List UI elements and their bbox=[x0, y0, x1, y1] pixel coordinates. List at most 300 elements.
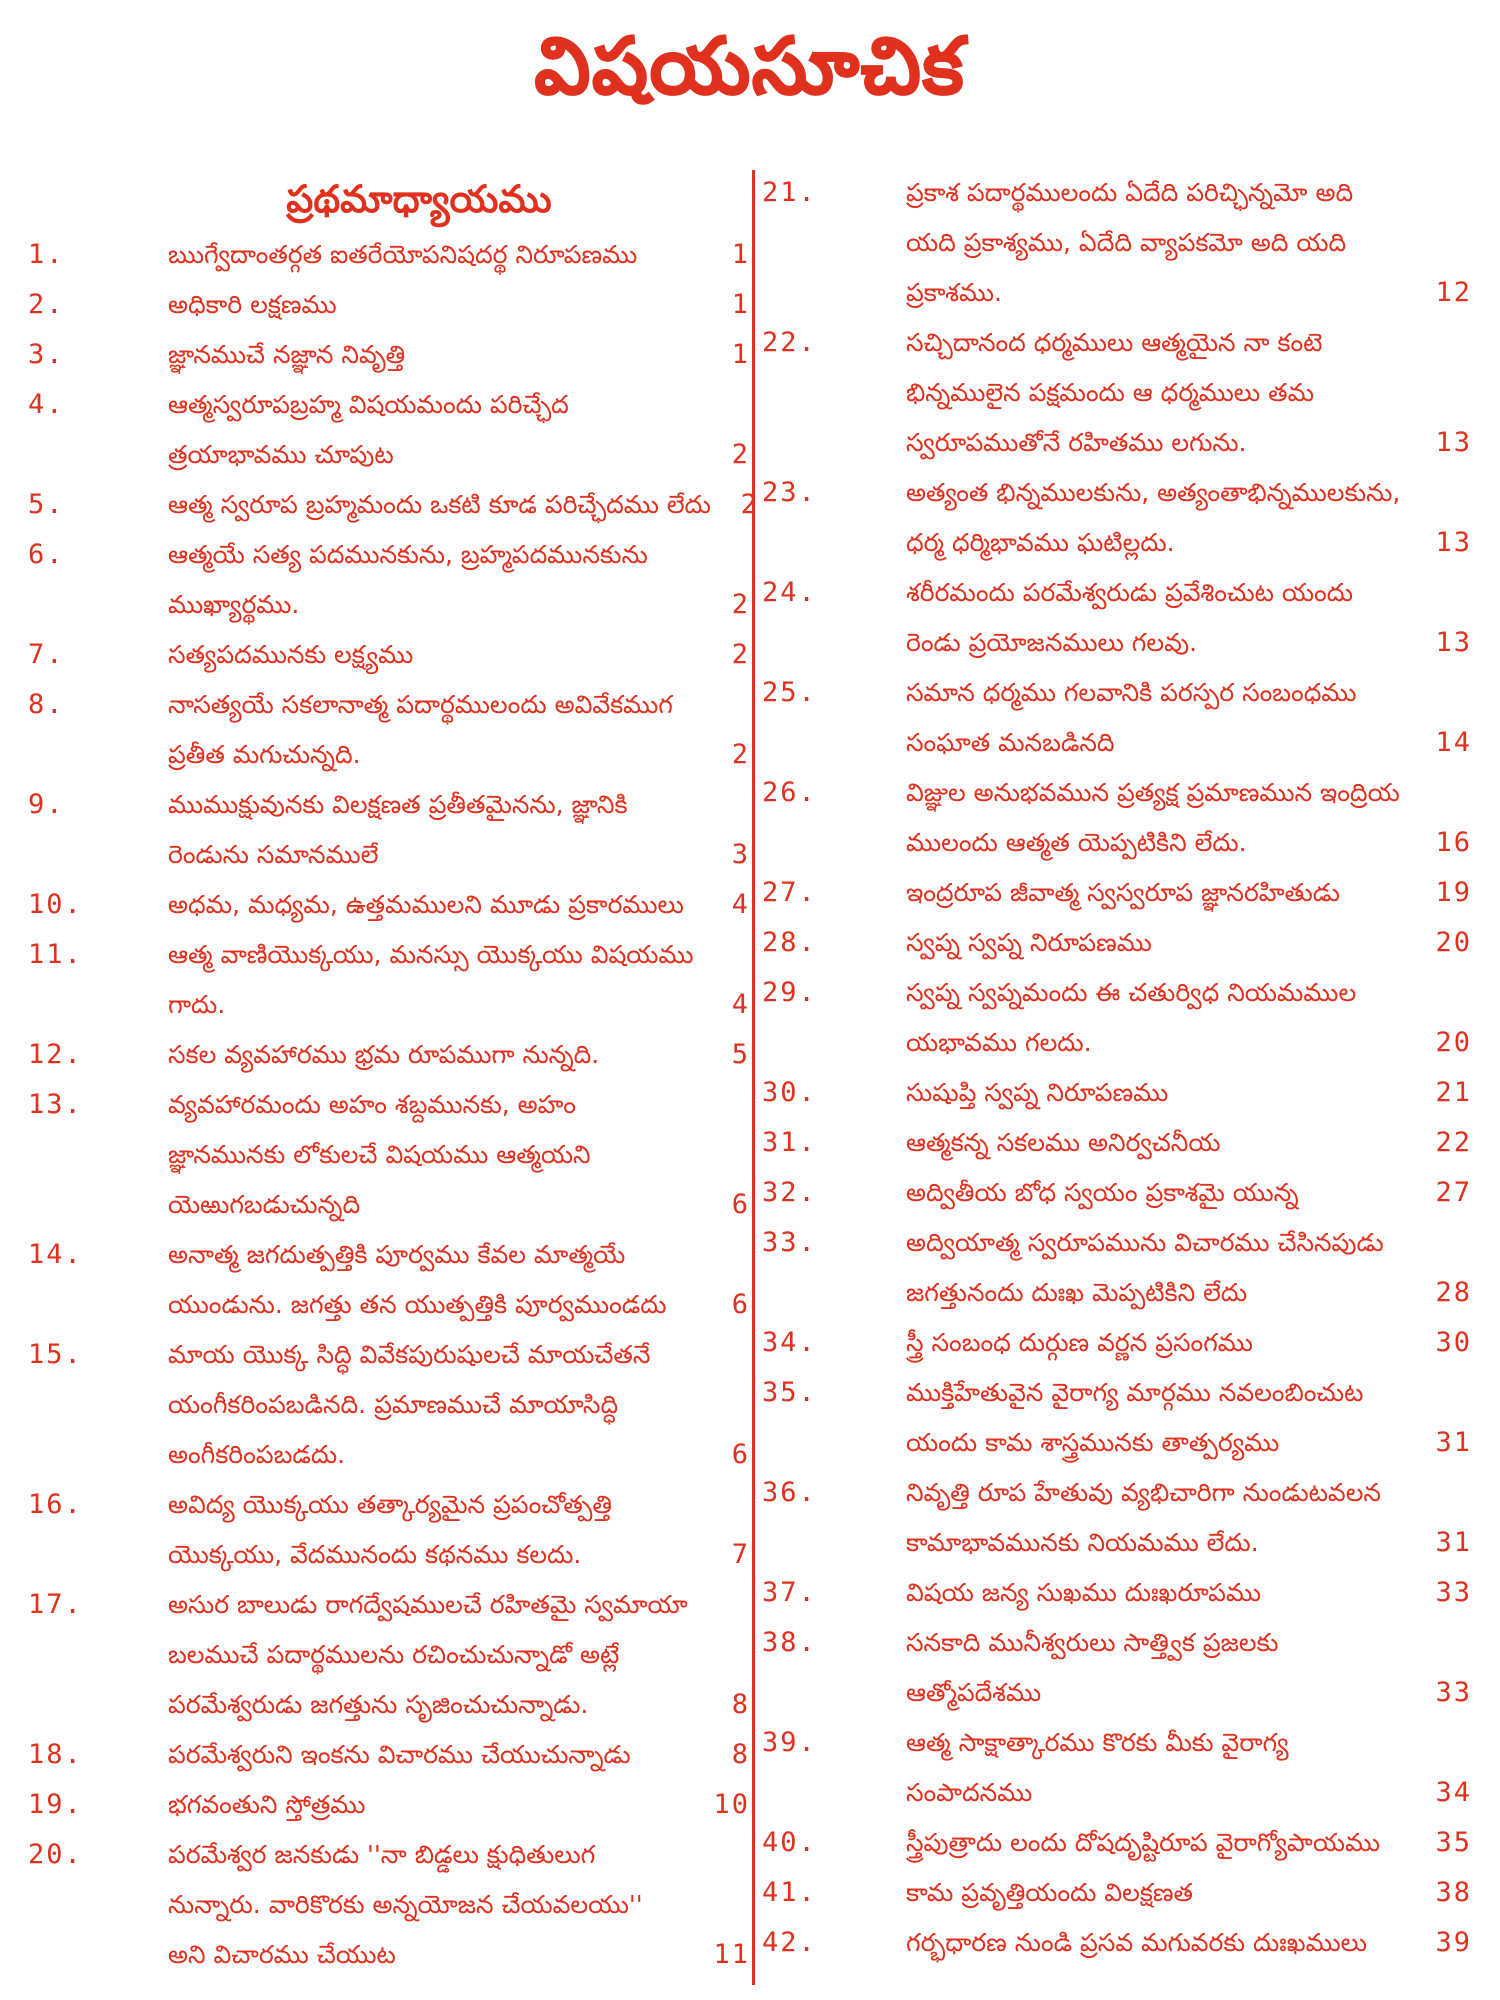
toc-entry-page-number: 4 bbox=[731, 889, 750, 920]
toc-entry-line-text: అని విచారము చేయుట bbox=[168, 1940, 396, 1969]
toc-entry-number: 25. bbox=[762, 677, 817, 708]
toc-entry-page-number: 4 bbox=[731, 989, 750, 1020]
chapter-heading: ప్రథమాధ్యాయము bbox=[286, 177, 552, 221]
toc-entry-page-number: 3 bbox=[731, 839, 750, 870]
toc-entry-text bbox=[116, 1730, 750, 1780]
toc-entry-number: 5. bbox=[28, 489, 65, 520]
toc-entry-line-text: యెఱుగబడుచున్నది bbox=[168, 1190, 361, 1219]
toc-left-column bbox=[28, 168, 759, 1980]
toc-entry-line-text: విజ్ఞుల అనుభవమున ప్రత్యక్ష ప్రమాణమున ఇంద్రియ bbox=[906, 778, 1400, 807]
toc-entry-page-number: 12 bbox=[1435, 277, 1472, 308]
toc-entry bbox=[28, 380, 750, 480]
toc-entry-line-text: ప్రతీత మగుచున్నది. bbox=[168, 740, 361, 769]
toc-entry-line-text: సనకాది మునీశ్వరులు సాత్త్విక ప్రజలకు bbox=[906, 1628, 1279, 1657]
toc-entry-number: 19. bbox=[28, 1789, 83, 1820]
toc-entry-line bbox=[850, 918, 1472, 968]
toc-entry-line bbox=[116, 330, 750, 380]
toc-entry-line bbox=[850, 618, 1472, 668]
toc-entry bbox=[28, 930, 750, 1030]
toc-entry-line-text: కామాభావమునకు నియమము లేదు. bbox=[906, 1528, 1259, 1557]
toc-entry-number: 18. bbox=[28, 1739, 83, 1770]
toc-entry-page-number: 28 bbox=[1435, 1277, 1472, 1308]
toc-entry-number: 9. bbox=[28, 789, 65, 820]
toc-entry-line-text: ధర్మ ధర్మిభావము ఘటిల్లదు. bbox=[906, 528, 1175, 557]
toc-entry-line-text: స్వప్న స్వప్నమందు ఈ చతుర్విధ నియమముల bbox=[906, 978, 1357, 1007]
toc-entry-number: 39. bbox=[762, 1727, 817, 1758]
toc-entry-page-number: 31 bbox=[1435, 1527, 1472, 1558]
toc-entry-text bbox=[850, 1468, 1472, 1568]
toc-entry bbox=[762, 1618, 1472, 1718]
toc-entry-page-number: 27 bbox=[1435, 1177, 1472, 1208]
toc-entry-line-text: స్వరూపముతోనే రహితము లగును. bbox=[906, 428, 1247, 457]
toc-entry-line bbox=[116, 630, 750, 680]
toc-entry-line-text: ఆత్మ సాక్షాత్కారము కొరకు మీకు వైరాగ్య bbox=[906, 1728, 1289, 1757]
toc-entry-text bbox=[116, 1230, 750, 1330]
toc-entry-line-text: సుషుప్తి స్వప్న నిరూపణము bbox=[906, 1078, 1169, 1107]
toc-entry bbox=[762, 918, 1472, 968]
toc-entry-line-text: జగత్తునందు దుఃఖ మెప్పటికిని లేదు bbox=[906, 1278, 1248, 1307]
toc-entry bbox=[762, 468, 1472, 568]
toc-entry-line-text: నున్నారు. వారికొరకు అన్నయోజన చేయవలయు'' bbox=[168, 1890, 643, 1919]
toc-entry bbox=[28, 680, 750, 780]
toc-entry-page-number: 14 bbox=[1435, 727, 1472, 758]
toc-entry-line bbox=[850, 268, 1472, 318]
toc-entry-line-text: అసుర బాలుడు రాగద్వేషములచే రహితమై స్వమాయా bbox=[168, 1590, 688, 1619]
toc-entry-line-text: సంపాదనము bbox=[906, 1778, 1033, 1807]
toc-entry bbox=[28, 330, 750, 380]
toc-entry-number: 13. bbox=[28, 1089, 83, 1120]
toc-entry-number: 24. bbox=[762, 577, 817, 608]
toc-entry-number: 12. bbox=[28, 1039, 83, 1070]
toc-entry-page-number: 6 bbox=[731, 1289, 750, 1320]
toc-entry-line-text: యందు కామ శాస్త్రమునకు తాత్పర్యము bbox=[906, 1428, 1280, 1457]
toc-entry-line bbox=[116, 1380, 750, 1430]
toc-entry-text bbox=[116, 930, 750, 1030]
toc-entry bbox=[762, 1118, 1472, 1168]
toc-entry-line bbox=[116, 480, 759, 530]
toc-entry-text bbox=[850, 568, 1472, 668]
toc-entry bbox=[28, 230, 750, 280]
toc-entry bbox=[762, 868, 1472, 918]
toc-entry-line-text: ముముక్షువునకు విలక్షణత ప్రతీతమైనను, జ్ఞానికి bbox=[168, 790, 628, 819]
toc-entry-page-number: 2 bbox=[731, 589, 750, 620]
toc-entry-line-text: యంగీకరింపబడినది. ప్రమాణముచే మాయాసిద్ధి bbox=[168, 1390, 619, 1419]
toc-entry-number: 21. bbox=[762, 177, 817, 208]
toc-entry-number: 41. bbox=[762, 1877, 817, 1908]
column-divider bbox=[752, 170, 755, 1985]
toc-entry-line bbox=[116, 230, 750, 280]
toc-entry-line-text: భిన్నములైన పక్షమందు ఆ ధర్మములు తమ bbox=[906, 378, 1315, 407]
toc-entry-number: 26. bbox=[762, 777, 817, 808]
toc-entry bbox=[28, 480, 759, 530]
toc-entry-text bbox=[850, 1068, 1472, 1118]
toc-entry-line-text: అనాత్మ జగదుత్పత్తికి పూర్వము కేవల మాత్మయే bbox=[168, 1240, 626, 1269]
toc-entry-line bbox=[850, 1068, 1472, 1118]
toc-entry-number: 17. bbox=[28, 1589, 83, 1620]
toc-entry bbox=[762, 1818, 1472, 1868]
toc-entry-number: 27. bbox=[762, 877, 817, 908]
toc-entry-text bbox=[850, 918, 1472, 968]
toc-entry-line bbox=[850, 968, 1472, 1018]
toc-entry bbox=[762, 1468, 1472, 1568]
toc-entry-page-number: 33 bbox=[1435, 1577, 1472, 1608]
toc-entry-page-number: 1 bbox=[731, 289, 750, 320]
toc-entry-line bbox=[116, 1630, 750, 1680]
toc-entry bbox=[762, 568, 1472, 668]
toc-entry-line bbox=[116, 1130, 750, 1180]
toc-entry-line bbox=[116, 1030, 750, 1080]
toc-entry-line bbox=[850, 818, 1472, 868]
toc-entry-line-text: శరీరమందు పరమేశ్వరుడు ప్రవేశించుట యందు bbox=[906, 578, 1353, 607]
toc-entry-line bbox=[850, 1668, 1472, 1718]
toc-entry-line-text: ఆత్మస్వరూపబ్రహ్మ విషయమందు పరిచ్ఛేద bbox=[168, 390, 569, 419]
toc-entry-line bbox=[850, 1618, 1472, 1668]
toc-entry-line bbox=[850, 1268, 1472, 1318]
toc-entry-text bbox=[850, 168, 1472, 318]
toc-entry-line bbox=[116, 1330, 750, 1380]
toc-entry-number: 6. bbox=[28, 539, 65, 570]
toc-entry-text bbox=[116, 280, 750, 330]
toc-entry-text bbox=[850, 1918, 1472, 1968]
toc-entry-page-number: 20 bbox=[1435, 1027, 1472, 1058]
toc-entry-page-number: 2 bbox=[731, 439, 750, 470]
toc-entry-number: 11. bbox=[28, 939, 83, 970]
toc-entry-line bbox=[850, 1368, 1472, 1418]
toc-entry bbox=[28, 1580, 750, 1730]
toc-entry-text bbox=[850, 1818, 1472, 1868]
toc-entry-page-number: 16 bbox=[1435, 827, 1472, 858]
toc-entry-page-number: 2 bbox=[740, 489, 759, 520]
toc-entry-line-text: ఆత్మకన్న సకలము అనిర్వచనీయ bbox=[906, 1128, 1221, 1157]
toc-entry-text bbox=[850, 868, 1472, 918]
toc-entry-text bbox=[116, 630, 750, 680]
toc-entry-line-text: త్రయాభావము చూపుట bbox=[168, 440, 394, 469]
toc-entry-line-text: జ్ఞానముచే నజ్ఞాన నివృత్తి bbox=[168, 340, 406, 369]
toc-entry-line-text: గాదు. bbox=[168, 990, 226, 1019]
toc-entry-text bbox=[850, 1868, 1472, 1918]
toc-entry-line-text: కామ ప్రవృత్తియందు విలక్షణత bbox=[906, 1878, 1193, 1907]
toc-entry-line bbox=[116, 1430, 750, 1480]
toc-entry-line bbox=[850, 418, 1472, 468]
toc-entry bbox=[28, 1230, 750, 1330]
toc-entry-page-number: 11 bbox=[713, 1939, 750, 1970]
toc-entry-line-text: మాయ యొక్క సిద్ధి వివేకపురుషులచే మాయచేతనే bbox=[168, 1340, 651, 1369]
toc-entry-text bbox=[850, 1718, 1472, 1818]
toc-entry-line-text: ప్రకాశము. bbox=[906, 278, 1002, 307]
toc-entry-line bbox=[850, 318, 1472, 368]
toc-entry-line-text: ములందు ఆత్మత యెప్పటికిని లేదు. bbox=[906, 828, 1247, 857]
toc-entry-line bbox=[850, 1718, 1472, 1768]
toc-entry-line-text: అత్యంత భిన్నములకును, అత్యంతాభిన్నములకును, bbox=[906, 478, 1401, 507]
toc-entry bbox=[762, 1568, 1472, 1618]
toc-entry-line bbox=[850, 568, 1472, 618]
toc-entry-line bbox=[116, 1830, 750, 1880]
toc-entry-number: 29. bbox=[762, 977, 817, 1008]
toc-entry bbox=[762, 1868, 1472, 1918]
toc-entry-line-text: అద్వితీయ బోధ స్వయం ప్రకాశమై యున్న bbox=[906, 1178, 1299, 1207]
toc-entry-number: 8. bbox=[28, 689, 65, 720]
toc-entry-page-number: 19 bbox=[1435, 877, 1472, 908]
toc-entry-number: 37. bbox=[762, 1577, 817, 1608]
toc-entry-line-text: యది ప్రకాశ్యము, ఏదేది వ్యాపకమో అది యది bbox=[906, 228, 1347, 257]
toc-entry-text bbox=[850, 768, 1472, 868]
toc-entry-line bbox=[116, 1480, 750, 1530]
toc-entry-text bbox=[116, 880, 750, 930]
toc-entry-number: 32. bbox=[762, 1177, 817, 1208]
toc-entry-line bbox=[116, 580, 750, 630]
toc-entry bbox=[28, 880, 750, 930]
toc-entry-line bbox=[850, 868, 1472, 918]
toc-entry bbox=[762, 1718, 1472, 1818]
toc-entry-text bbox=[850, 968, 1472, 1068]
toc-entry-line-text: భగవంతుని స్తోత్రము bbox=[168, 1790, 366, 1819]
toc-entry-line bbox=[116, 1780, 750, 1830]
toc-entry-line-text: ఋగ్వేదాంతర్గత ఐతరేయోపనిషదర్థ నిరూపణము bbox=[168, 240, 638, 269]
toc-entry-number: 34. bbox=[762, 1327, 817, 1358]
toc-entry-line bbox=[850, 768, 1472, 818]
toc-entry-line bbox=[116, 1230, 750, 1280]
toc-entry-line-text: ఆత్మయే సత్య పదమునకును, బ్రహ్మపదమునకును bbox=[168, 540, 648, 569]
toc-entry bbox=[28, 1080, 750, 1230]
toc-entry bbox=[28, 630, 750, 680]
toc-entry-text bbox=[116, 1080, 750, 1230]
toc-entry-page-number: 13 bbox=[1435, 627, 1472, 658]
toc-entry-text bbox=[116, 1830, 750, 1980]
toc-list-right bbox=[762, 168, 1472, 1968]
toc-entry bbox=[762, 1368, 1472, 1468]
toc-entry-text bbox=[116, 480, 759, 530]
toc-entry-page-number: 13 bbox=[1435, 527, 1472, 558]
toc-entry-page-number: 8 bbox=[731, 1739, 750, 1770]
toc-entry-line-text: ప్రకాశ పదార్థములందు ఏదేది పరిచ్ఛిన్నమో అది bbox=[906, 178, 1354, 207]
toc-entry-line-text: సమాన ధర్మము గలవానికి పరస్పర సంబంధము bbox=[906, 678, 1357, 707]
toc-entry-line-text: ఆత్మ స్వరూప బ్రహ్మమందు ఒకటి కూడ పరిచ్ఛేదము లేదు bbox=[168, 490, 711, 519]
toc-entry-number: 10. bbox=[28, 889, 83, 920]
toc-entry-line bbox=[116, 1180, 750, 1230]
toc-entry-number: 7. bbox=[28, 639, 65, 670]
toc-entry-line bbox=[850, 468, 1472, 518]
toc-entry-line bbox=[116, 1730, 750, 1780]
toc-entry-text bbox=[850, 668, 1472, 768]
toc-entry-page-number: 38 bbox=[1435, 1877, 1472, 1908]
toc-entry bbox=[28, 280, 750, 330]
toc-entry-line bbox=[116, 730, 750, 780]
toc-entry-line bbox=[116, 280, 750, 330]
toc-entry-line bbox=[850, 1818, 1472, 1868]
toc-entry-line bbox=[850, 1768, 1472, 1818]
toc-entry-page-number: 33 bbox=[1435, 1677, 1472, 1708]
toc-entry-page-number: 2 bbox=[731, 739, 750, 770]
toc-entry-text bbox=[850, 318, 1472, 468]
toc-entry-text bbox=[116, 1780, 750, 1830]
toc-entry-number: 40. bbox=[762, 1827, 817, 1858]
toc-entry-text bbox=[116, 1480, 750, 1580]
toc-entry bbox=[762, 968, 1472, 1068]
toc-entry-number: 36. bbox=[762, 1477, 817, 1508]
toc-entry-page-number: 22 bbox=[1435, 1127, 1472, 1158]
toc-entry-page-number: 34 bbox=[1435, 1777, 1472, 1808]
toc-entry-number: 38. bbox=[762, 1627, 817, 1658]
toc-entry-line bbox=[116, 930, 750, 980]
toc-entry-text bbox=[850, 1218, 1472, 1318]
toc-entry-page-number: 10 bbox=[713, 1789, 750, 1820]
toc-entry bbox=[762, 168, 1472, 318]
toc-entry-line bbox=[850, 1868, 1472, 1918]
toc-entry-line-text: ఇంద్రరూప జీవాత్మ స్వస్వరూప జ్ఞానరహితుడు bbox=[906, 878, 1340, 907]
toc-entry-line-text: రెండును సమానములే bbox=[168, 840, 379, 869]
toc-entry-number: 15. bbox=[28, 1339, 83, 1370]
toc-entry-text bbox=[116, 1580, 750, 1730]
toc-entry-line bbox=[850, 368, 1472, 418]
toc-entry-line bbox=[116, 980, 750, 1030]
toc-list-left bbox=[28, 230, 759, 1980]
toc-entry-line bbox=[116, 430, 750, 480]
toc-entry-line bbox=[116, 380, 750, 430]
toc-entry-page-number: 5 bbox=[731, 1039, 750, 1070]
toc-entry-page-number: 35 bbox=[1435, 1827, 1472, 1858]
toc-entry-line-text: స్త్రీపుత్రాదు లందు దోషదృష్టిరూప వైరాగ్యోపాయము bbox=[906, 1828, 1381, 1857]
toc-entry-line-text: రెండు ప్రయోజనములు గలవు. bbox=[906, 628, 1197, 657]
toc-entry-number: 30. bbox=[762, 1077, 817, 1108]
toc-entry bbox=[762, 768, 1472, 868]
toc-entry-line-text: నాసత్యయే సకలానాత్మ పదార్థములందు అవివేకముగ bbox=[168, 690, 673, 719]
toc-entry-line-text: అవిద్య యొక్కయు తత్కార్యమైన ప్రపంచోత్పత్తి bbox=[168, 1490, 612, 1519]
toc-entry-text bbox=[116, 680, 750, 780]
toc-entry-text bbox=[850, 1318, 1472, 1368]
toc-entry-line bbox=[850, 1918, 1472, 1968]
toc-entry bbox=[762, 668, 1472, 768]
toc-entry-line bbox=[116, 1580, 750, 1630]
toc-entry-number: 1. bbox=[28, 239, 65, 270]
toc-entry-line bbox=[850, 1418, 1472, 1468]
toc-entry-line bbox=[850, 718, 1472, 768]
toc-entry bbox=[28, 1480, 750, 1580]
toc-entry-text bbox=[116, 1030, 750, 1080]
toc-entry-line bbox=[116, 830, 750, 880]
toc-entry bbox=[28, 530, 750, 630]
toc-entry-line bbox=[850, 518, 1472, 568]
toc-entry-line-text: బలముచే పదార్థములను రచించుచున్నాడో అట్లే bbox=[168, 1640, 620, 1669]
page-title: విషయసూచిక bbox=[534, 22, 966, 112]
toc-entry-line bbox=[850, 1218, 1472, 1268]
toc-entry-line bbox=[850, 668, 1472, 718]
toc-entry-page-number: 6 bbox=[731, 1189, 750, 1220]
toc-entry-line-text: పరమేశ్వర జనకుడు ''నా బిడ్డలు క్షుధితులుగ bbox=[168, 1840, 596, 1869]
toc-entry-line bbox=[850, 1518, 1472, 1568]
toc-entry-line-text: అధమ, మధ్యమ, ఉత్తమములని మూడు ప్రకారములు bbox=[168, 890, 684, 919]
toc-entry-number: 31. bbox=[762, 1127, 817, 1158]
toc-entry-page-number: 1 bbox=[731, 339, 750, 370]
toc-entry-line-text: అద్వియాత్మ స్వరూపమును విచారము చేసినపుడు bbox=[906, 1228, 1384, 1257]
toc-entry-number: 3. bbox=[28, 339, 65, 370]
toc-entry-line bbox=[116, 680, 750, 730]
toc-entry-line bbox=[116, 880, 750, 930]
toc-entry-line bbox=[850, 218, 1472, 268]
toc-entry bbox=[762, 1068, 1472, 1118]
toc-entry-line bbox=[116, 1280, 750, 1330]
toc-entry-line-text: అధికారి లక్షణము bbox=[168, 290, 337, 319]
toc-entry-line bbox=[116, 1930, 750, 1980]
toc-entry-line-text: నివృత్తి రూప హేతువు వ్యభిచారిగా నుండుటవలన bbox=[906, 1478, 1381, 1507]
toc-entry-line-text: అంగీకరింపబడదు. bbox=[168, 1440, 346, 1469]
toc-entry-line bbox=[850, 1118, 1472, 1168]
toc-entry-page-number: 13 bbox=[1435, 427, 1472, 458]
toc-entry-line-text: పరమేశ్వరుడు జగత్తును సృజించుచున్నాడు. bbox=[168, 1690, 589, 1719]
toc-entry-line-text: ముక్తిహేతువైన వైరాగ్య మార్గము నవలంబించుట bbox=[906, 1378, 1364, 1407]
toc-entry-text bbox=[116, 380, 750, 480]
toc-entry-line bbox=[116, 1080, 750, 1130]
toc-entry-text bbox=[116, 330, 750, 380]
toc-entry-text bbox=[850, 1168, 1472, 1218]
toc-entry-page-number: 20 bbox=[1435, 927, 1472, 958]
toc-entry-line-text: వ్యవహారమందు అహం శబ్దమునకు, అహం bbox=[168, 1090, 576, 1119]
toc-entry-number: 23. bbox=[762, 477, 817, 508]
toc-entry-number: 4. bbox=[28, 389, 65, 420]
toc-entry-line bbox=[116, 1680, 750, 1730]
toc-entry-text bbox=[116, 230, 750, 280]
toc-entry-line-text: స్వప్న స్వప్న నిరూపణము bbox=[906, 928, 1152, 957]
toc-entry-number: 42. bbox=[762, 1927, 817, 1958]
toc-entry bbox=[762, 1168, 1472, 1218]
toc-entry-line bbox=[850, 1468, 1472, 1518]
toc-entry-line-text: ఆత్మ వాణియొక్కయు, మనస్సు యొక్కయు విషయము bbox=[168, 940, 694, 969]
toc-entry-line-text: విషయ జన్య సుఖము దుఃఖరూపము bbox=[906, 1578, 1261, 1607]
toc-entry-line-text: పరమేశ్వరుని ఇంకను విచారము చేయుచున్నాడు bbox=[168, 1740, 631, 1769]
toc-entry-line bbox=[116, 780, 750, 830]
toc-entry bbox=[762, 318, 1472, 468]
toc-entry-line-text: గర్భధారణ నుండి ప్రసవ మగువరకు దుఃఖములు bbox=[906, 1928, 1368, 1957]
toc-entry-number: 35. bbox=[762, 1377, 817, 1408]
toc-entry-number: 2. bbox=[28, 289, 65, 320]
toc-entry-number: 14. bbox=[28, 1239, 83, 1270]
toc-entry-line bbox=[116, 1530, 750, 1580]
toc-entry-line bbox=[116, 1880, 750, 1930]
toc-entry-line-text: సత్యపదమునకు లక్ష్యము bbox=[168, 640, 414, 669]
toc-entry-page-number: 31 bbox=[1435, 1427, 1472, 1458]
toc-entry-number: 16. bbox=[28, 1489, 83, 1520]
toc-entry bbox=[28, 1030, 750, 1080]
toc-entry-line bbox=[850, 1018, 1472, 1068]
toc-entry-page-number: 6 bbox=[731, 1439, 750, 1470]
toc-entry-page-number: 8 bbox=[731, 1689, 750, 1720]
toc-right-column bbox=[762, 168, 1472, 1968]
toc-entry-line-text: యుండును. జగత్తు తన యుత్పత్తికి పూర్వముండదు bbox=[168, 1290, 667, 1319]
toc-entry-text bbox=[850, 1568, 1472, 1618]
toc-entry bbox=[28, 1330, 750, 1480]
toc-entry-text bbox=[116, 780, 750, 880]
toc-entry-text bbox=[850, 468, 1472, 568]
toc-entry-line bbox=[850, 168, 1472, 218]
toc-entry-line-text: ముఖ్యార్థము. bbox=[168, 590, 300, 619]
toc-entry-page-number: 30 bbox=[1435, 1327, 1472, 1358]
toc-entry-line bbox=[850, 1168, 1472, 1218]
toc-entry-line-text: యభావము గలదు. bbox=[906, 1028, 1092, 1057]
toc-entry-page-number: 7 bbox=[731, 1539, 750, 1570]
toc-entry-number: 33. bbox=[762, 1227, 817, 1258]
toc-entry-line-text: ఆత్మోపదేశము bbox=[906, 1678, 1042, 1707]
toc-entry-page-number: 1 bbox=[731, 239, 750, 270]
toc-entry-text bbox=[116, 530, 750, 630]
toc-entry-line-text: యొక్కయు, వేదమునందు కథనము కలదు. bbox=[168, 1540, 582, 1569]
toc-entry-line-text: జ్ఞానమునకు లోకులచే విషయము ఆత్మయని bbox=[168, 1140, 591, 1169]
toc-entry-number: 22. bbox=[762, 327, 817, 358]
toc-entry-line-text: సకల వ్యవహారము భ్రమ రూపముగా నున్నది. bbox=[168, 1040, 600, 1069]
toc-entry bbox=[762, 1318, 1472, 1368]
toc-entry bbox=[28, 780, 750, 880]
toc-entry-text bbox=[850, 1618, 1472, 1718]
toc-entry-line-text: స్త్రీ సంబంధ దుర్గుణ వర్ణన ప్రసంగము bbox=[906, 1328, 1253, 1357]
toc-entry-text bbox=[850, 1368, 1472, 1468]
